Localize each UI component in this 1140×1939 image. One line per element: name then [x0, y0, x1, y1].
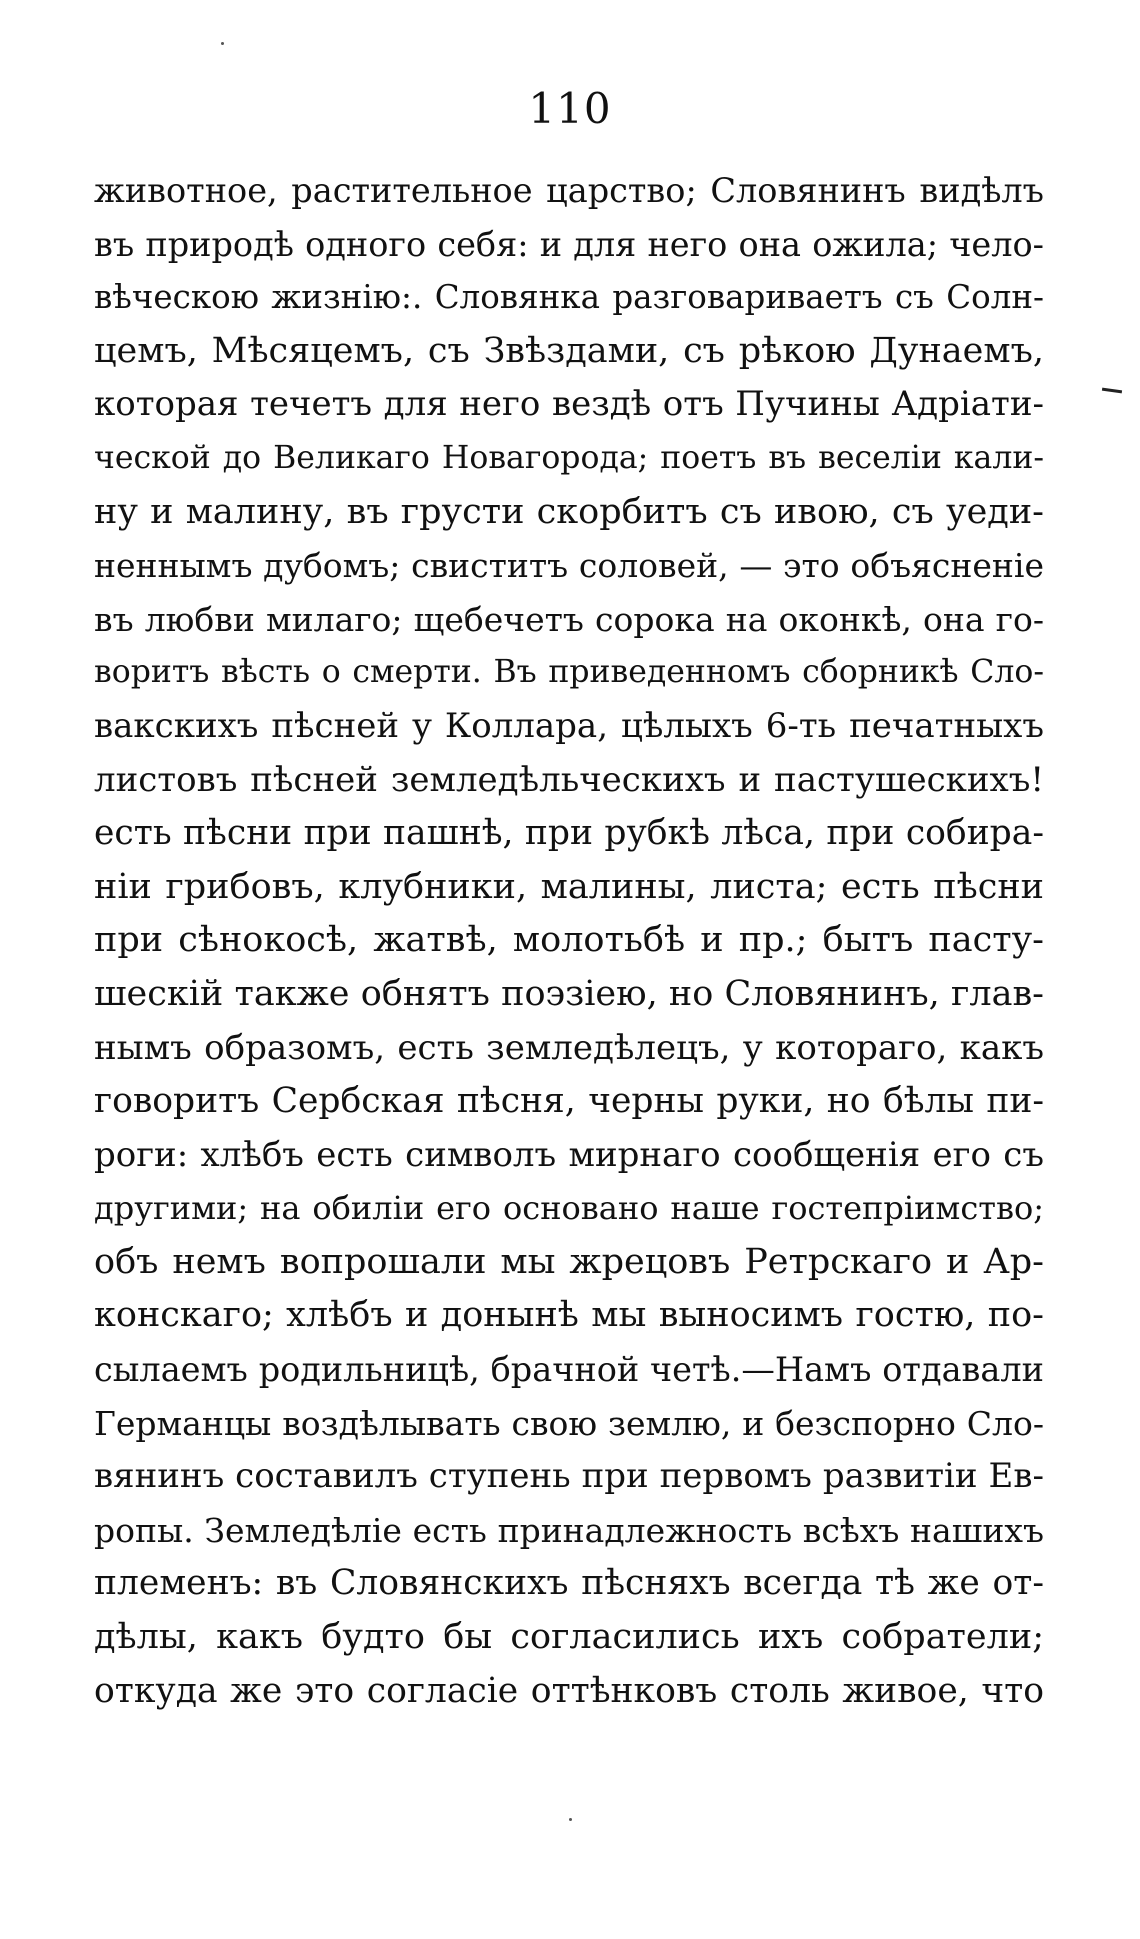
- text-line: которая течетъ для него вездѣ отъ Пучины Адріати-: [94, 384, 1044, 425]
- body-text: [94, 164, 1044, 1718]
- text-line: племенъ: въ Словянскихъ пѣсняхъ всегда тѣ же от-: [94, 1563, 1044, 1604]
- text-line: вакскихъ пѣсней у Коллара, цѣлыхъ 6-ть печатныхъ: [94, 705, 1044, 746]
- text-line: цемъ, Мѣсяцемъ, съ Звѣздами, съ рѣкою Дунаемъ,: [94, 330, 1044, 371]
- paper-speck: [569, 1818, 572, 1821]
- text-line: листовъ пѣсней земледѣльческихъ и пастушескихъ!: [94, 759, 1044, 800]
- text-line: шескій также обнятъ поэзіею, но Словянинъ, глав-: [94, 973, 1044, 1014]
- page-number: 110: [528, 84, 612, 133]
- text-line: ніи грибовъ, клубники, малины, листа; есть пѣсни: [94, 866, 1044, 907]
- text-line: въ любви милаго; щебечетъ сорока на оконкѣ, она го-: [94, 599, 1044, 639]
- text-line: дѣлы, какъ будто бы согласились ихъ собратели;: [94, 1617, 1044, 1658]
- text-line: конскаго; хлѣбъ и донынѣ мы выносимъ гостю, по-: [94, 1295, 1044, 1336]
- text-line: ческой до Великаго Новагорода; поетъ въ веселіи кали-: [94, 439, 1044, 476]
- text-line: вѣческою жизнію:. Словянка разговариваетъ съ Солн-: [94, 278, 1044, 317]
- text-line: откуда же это согласіе оттѣнковъ столь живое, что: [94, 1670, 1044, 1711]
- text-line: нымъ образомъ, есть земледѣлецъ, у котораго, какъ: [94, 1027, 1044, 1068]
- text-line: воритъ вѣсть о смерти. Въ приведенномъ сборникѣ Сло-: [94, 654, 1044, 691]
- text-line: есть пѣсни при пашнѣ, при рубкѣ лѣса, при собира-: [94, 813, 1044, 854]
- text-line: животное, растительное царство; Словянинъ видѣлъ: [94, 171, 1044, 210]
- text-line: Германцы воздѣлывать свою землю, и безспорно Сло-: [94, 1403, 1044, 1443]
- text-line: неннымъ дубомъ; свиститъ соловей, — это объясненіе: [94, 546, 1044, 586]
- margin-mark: [1102, 388, 1122, 394]
- paper-speck: [221, 42, 224, 45]
- text-line: ропы. Земледѣліе есть принадлежность всѣхъ нашихъ: [94, 1510, 1044, 1550]
- text-line: роги: хлѣбъ есть символъ мирнаго сообщенія его съ: [94, 1134, 1044, 1175]
- text-line: ну и малину, въ грусти скорбитъ съ ивою, съ уеди-: [94, 491, 1044, 532]
- text-line: объ немъ вопрошали мы жрецовъ Ретрскаго и Ар-: [94, 1241, 1044, 1282]
- text-line: вянинъ составилъ ступень при первомъ развитіи Ев-: [94, 1456, 1044, 1497]
- text-line: другими; на обиліи его основано наше гостепріимство;: [94, 1189, 1044, 1228]
- text-line: сылаемъ родильницѣ, брачной четѣ.—Намъ отдавали: [94, 1350, 1044, 1390]
- text-line: въ природѣ одного себя: и для него она ожила; чело-: [94, 224, 1044, 264]
- text-line: говоритъ Сербская пѣсня, черны руки, но бѣлы пи-: [94, 1081, 1044, 1122]
- text-line: при сѣнокосѣ, жатвѣ, молотьбѣ и пр.; бытъ пасту-: [94, 920, 1044, 961]
